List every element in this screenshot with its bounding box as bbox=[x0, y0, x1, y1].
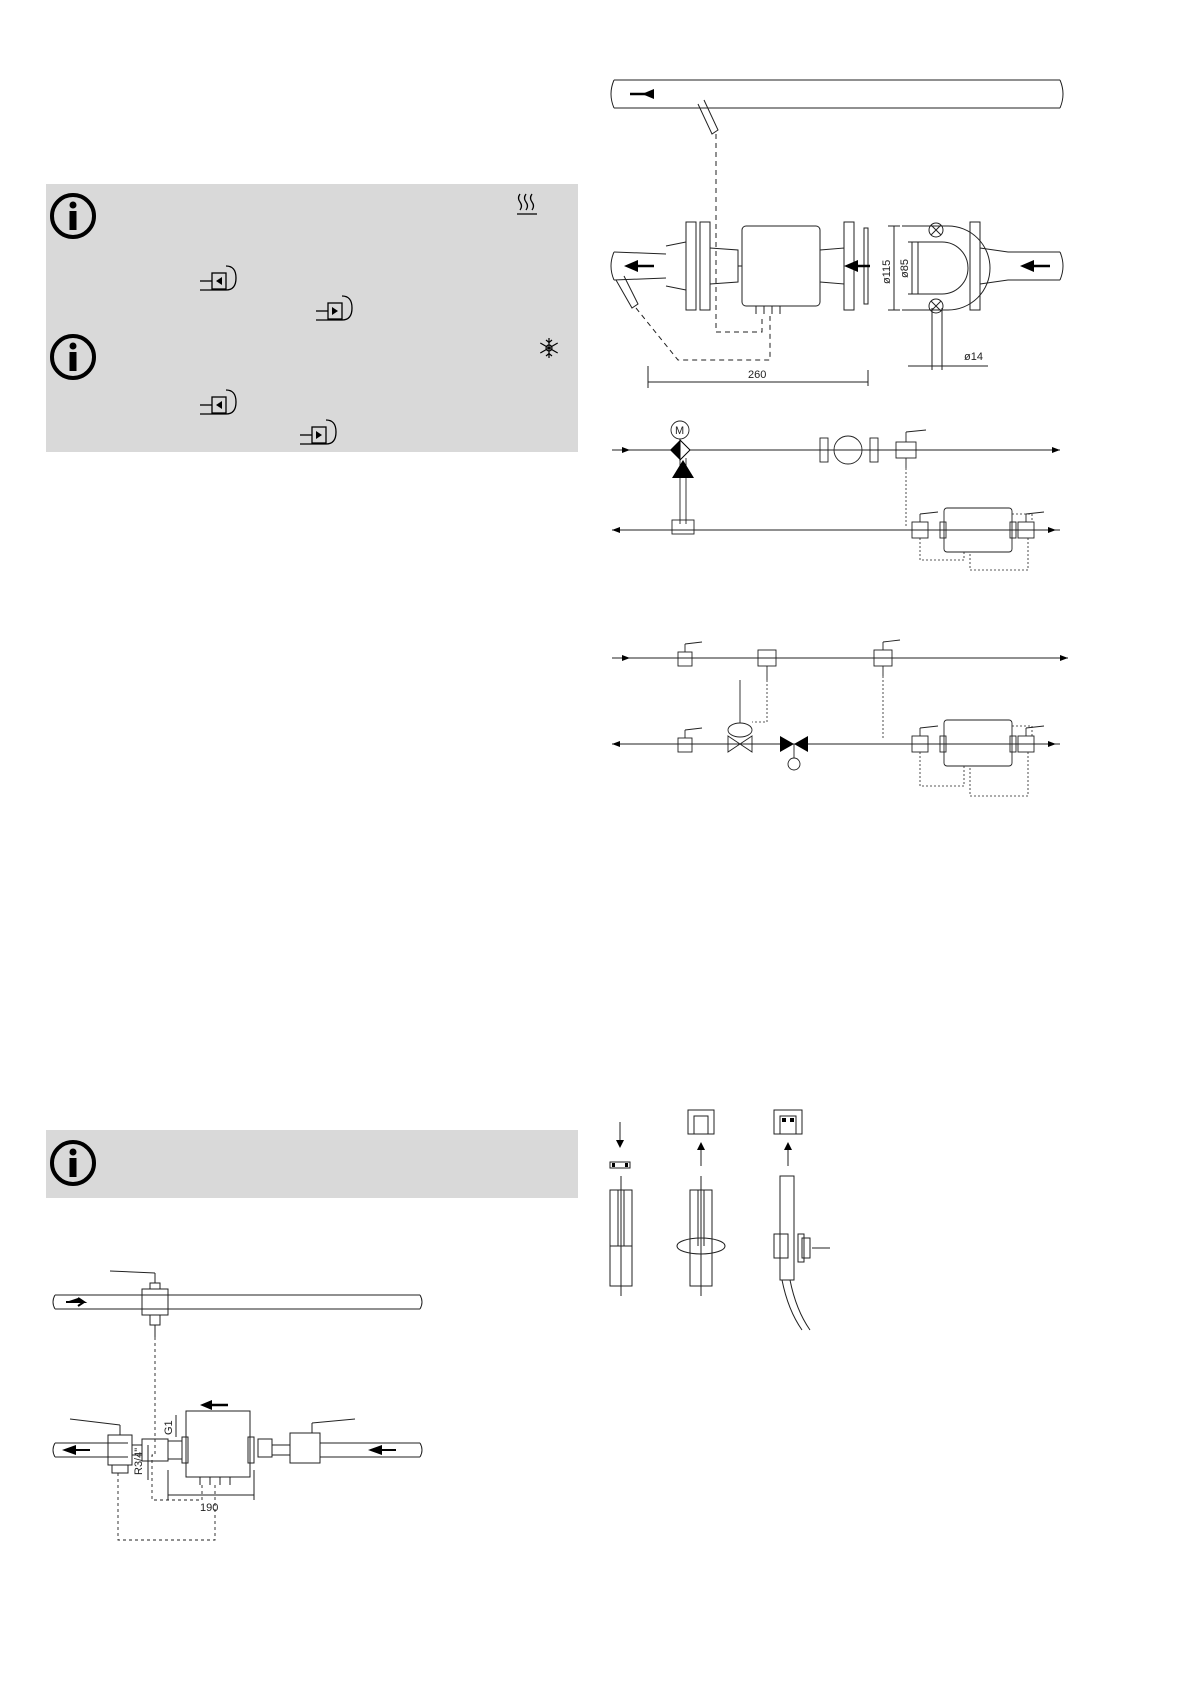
injection-circuit-diagram bbox=[608, 640, 1068, 800]
info-circle-icon bbox=[48, 1138, 98, 1188]
info-circle-icon bbox=[48, 332, 98, 382]
dim-bolt-circle: ø85 bbox=[899, 259, 911, 278]
flow-mount-icon bbox=[300, 418, 350, 452]
mixing-circuit-diagram bbox=[608, 418, 1068, 578]
snowflake-icon bbox=[538, 337, 560, 359]
info-panel-heating-cooling bbox=[46, 184, 578, 452]
flow-mount-icon bbox=[316, 294, 366, 328]
sensor-mounting-steps-diagram bbox=[598, 1106, 858, 1346]
dim-length-flanged: 260 bbox=[748, 369, 767, 381]
motor-label: M bbox=[675, 425, 685, 437]
flanged-meter-installation-diagram bbox=[608, 70, 1068, 400]
heating-wave-icon bbox=[516, 192, 538, 216]
return-flow-mount-icon bbox=[200, 388, 250, 422]
dim-length-threaded: 190 bbox=[200, 1502, 219, 1514]
return-flow-mount-icon bbox=[200, 264, 250, 298]
dim-overall-diameter: ø115 bbox=[881, 259, 893, 284]
info-circle-icon bbox=[48, 191, 98, 241]
dim-thread-sensor: R3/4" bbox=[133, 1447, 145, 1475]
info-panel-note bbox=[46, 1130, 578, 1198]
dim-bolt-hole: ø14 bbox=[964, 351, 983, 363]
dim-thread-meter: G1 bbox=[163, 1420, 175, 1435]
threaded-meter-installation-diagram bbox=[50, 1255, 430, 1555]
